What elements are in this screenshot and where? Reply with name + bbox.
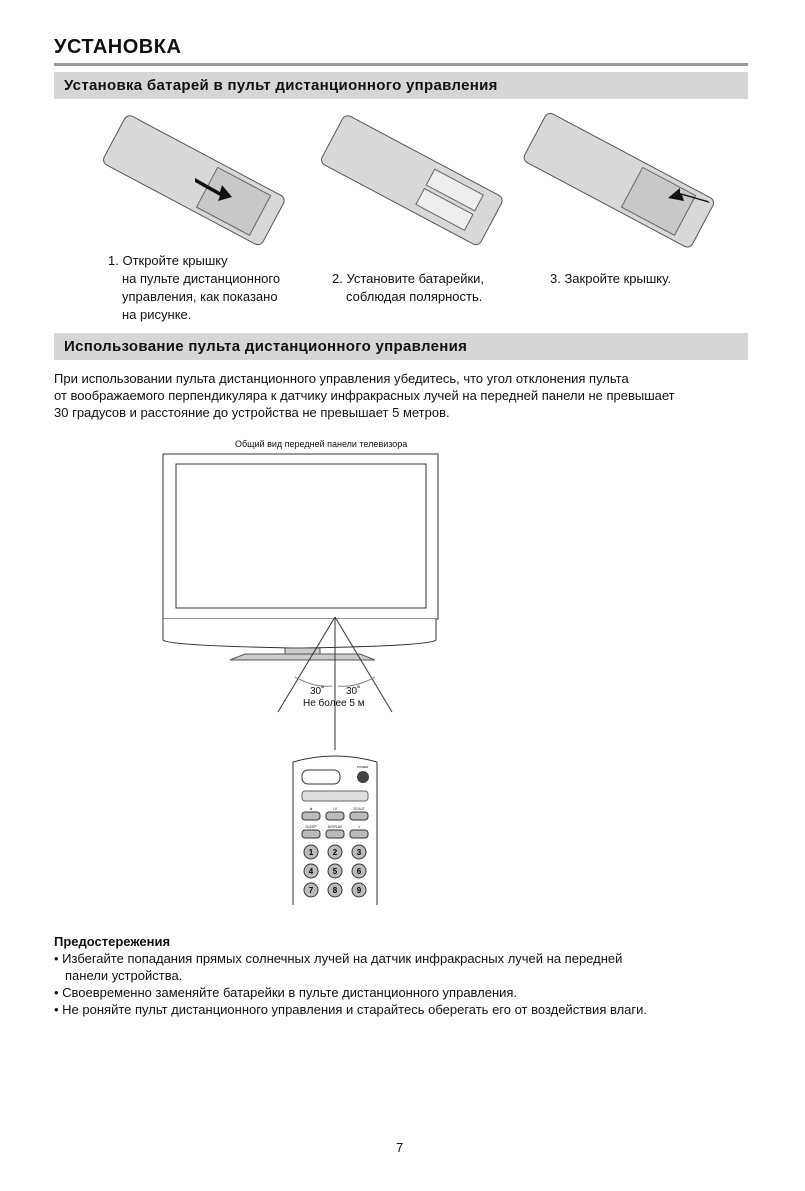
precautions-title: Предостережения (54, 934, 171, 949)
remote-close-cover-illustration (520, 108, 720, 248)
svg-text:I-II: I-II (332, 807, 338, 811)
svg-text:2: 2 (332, 848, 338, 857)
remote-control (293, 756, 377, 905)
step-2-caption: 2. Установите батарейки, соблюдая полярность. (332, 271, 485, 304)
step-1-caption: 1. Откройте крышку на пульте дистанционного управления, как показано на рисунке. (108, 253, 281, 322)
svg-text:4: 4 (308, 867, 314, 876)
section-heading-batteries: Установка батарей в пульт дистанционного управления (54, 72, 748, 99)
power-button (357, 771, 369, 783)
svg-text:8: 8 (332, 886, 338, 895)
svg-text:9: 9 (356, 886, 362, 895)
svg-text:POWER: POWER (357, 765, 369, 769)
svg-text:⊗: ⊗ (309, 807, 313, 811)
page-title: УСТАНОВКА (54, 36, 182, 58)
svg-text:DISPLAY: DISPLAY (327, 825, 343, 829)
section-heading-usage: Использование пульта дистанционного управления (54, 333, 748, 360)
remote-insert-batteries-illustration (318, 108, 508, 248)
tv-caption: Общий вид передней панели телевизора (235, 439, 408, 449)
tv-remote-diagram (160, 450, 450, 910)
svg-text:1: 1 (308, 848, 314, 857)
svg-text:6: 6 (356, 867, 362, 876)
svg-text:7: 7 (308, 886, 314, 895)
svg-text:5: 5 (332, 867, 338, 876)
precautions: Предостережения • Избегайте попадания прямых солнечных лучей на датчик инфракрасных лучей на передней панели устройства. • Своевременно заменяйте батарейки в пульте дистанционного управления. • Не роняйте пульт дистанционного управления и старайтесь оберегать его от воздействия влаги. (54, 933, 754, 1018)
angle-right-label: 30˚ (346, 686, 361, 697)
usage-paragraph: При использовании пульта дистанционного управления убедитесь, что угол отклонения пульта от воображаемого перпендикуляра к датчику инфракрасных лучей на передней панели не превышает 30 градусов и расстояние до устройства не превышает 5 метров. (54, 371, 675, 420)
svg-text:≡: ≡ (357, 825, 361, 829)
svg-text:SLEEP: SLEEP (305, 825, 317, 829)
svg-text:SCALE: SCALE (353, 807, 365, 811)
page-number: 7 (396, 1140, 404, 1155)
remote-open-cover-illustration (100, 108, 290, 248)
tv-screen (176, 464, 426, 608)
step-3-caption: 3. Закройте крышку. (550, 271, 671, 286)
title-divider (54, 63, 748, 66)
angle-left-label: 30˚ (310, 686, 325, 697)
distance-label: Не более 5 м (303, 698, 365, 709)
svg-text:3: 3 (356, 848, 362, 857)
